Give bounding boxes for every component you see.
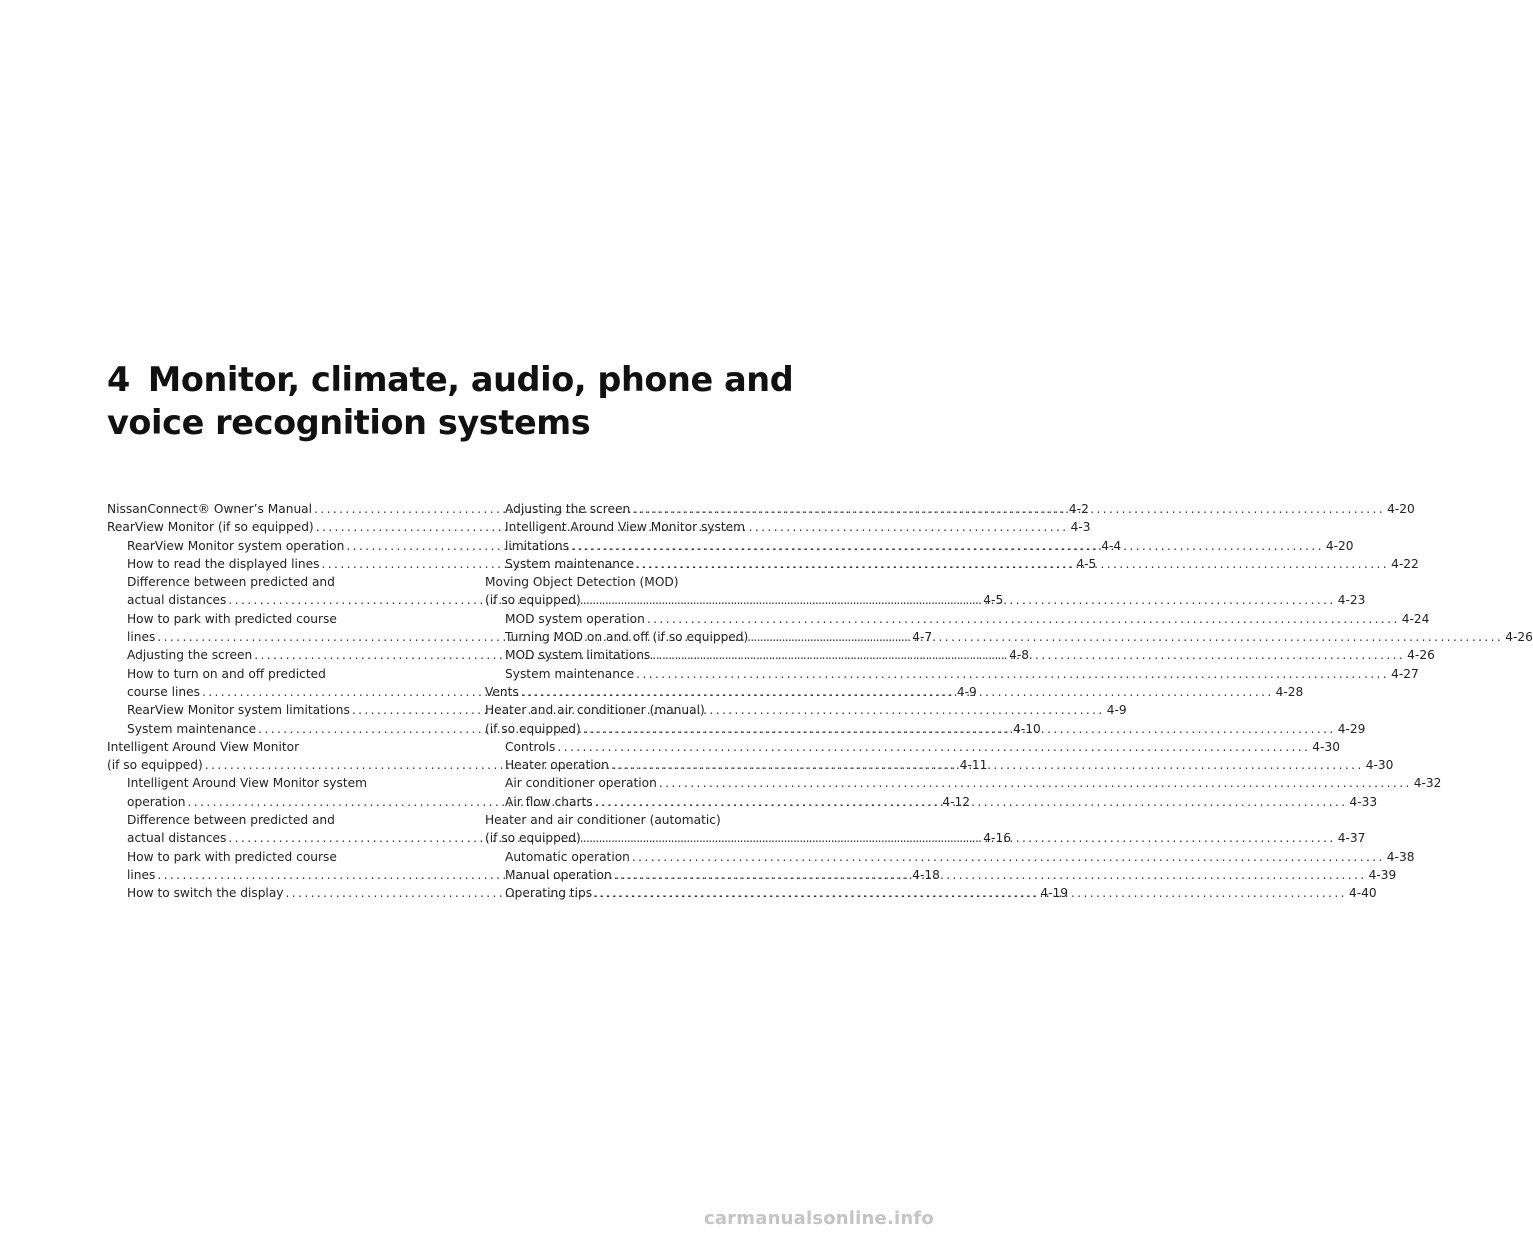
toc-page-number: 4-9: [1106, 703, 1127, 718]
toc-entry-title: Air conditioner operation: [505, 776, 657, 791]
toc-entry-title: RearView Monitor system operation: [127, 538, 345, 553]
toc-entry-line: [127, 774, 437, 792]
toc-page-number: 4-2: [1068, 502, 1089, 516]
toc-page-number: 4-23: [1337, 593, 1366, 608]
toc-page-number: 4-5: [983, 593, 1004, 608]
toc-entry-line: [505, 500, 1415, 518]
watermark: carmanualsonline.info: [703, 1208, 934, 1229]
toc-dot-leader: [583, 829, 1336, 847]
toc-entry-title: Difference between predicted and: [127, 575, 335, 590]
toc-page-number: 4-40: [1348, 886, 1377, 901]
toc-dot-leader: [594, 884, 1347, 902]
toc-dot-leader: [647, 610, 1400, 628]
toc-dot-leader: [583, 591, 1336, 609]
toc-entry-title: Heater and air conditioner (automatic): [485, 813, 721, 828]
toc-entry-title: actual distances: [127, 593, 227, 608]
toc-entry-title: Intelligent Around View Monitor system: [505, 520, 746, 535]
toc-entry-title: (if so equipped): [485, 721, 581, 736]
toc-entry-line: [107, 738, 437, 756]
toc-entry-title: Controls: [505, 739, 556, 754]
toc-entry-line: [127, 610, 437, 628]
toc-page-number: 4-12: [942, 794, 971, 809]
toc-entry-title: Manual operation: [505, 867, 612, 882]
toc-page-number: 4-16: [983, 831, 1011, 846]
toc-page-number: 4-27: [1391, 666, 1419, 681]
toc-entry-title: NissanConnect® Owner’s Manual: [107, 502, 313, 516]
toc-entry-title: How to park with predicted course: [127, 849, 337, 864]
toc-entry-line: [505, 518, 818, 536]
toc-entry-title: Difference between predicted and: [127, 813, 335, 828]
toc-dot-leader: [595, 793, 1348, 811]
toc-entry-title: operation: [127, 794, 186, 809]
toc-page-number: 4-5: [1076, 556, 1097, 571]
toc-entry-line: [485, 683, 1303, 701]
chapter-title-text-1: Monitor, climate, audio, phone and: [147, 360, 794, 399]
toc-dot-leader: [652, 646, 1405, 664]
toc-entry-line: [505, 793, 1377, 811]
toc-entry-line: [505, 774, 1441, 792]
toc-page-number: 4-33: [1349, 794, 1378, 809]
toc-entry-line: [505, 738, 1340, 756]
toc-page-number: 4-39: [1368, 867, 1397, 882]
toc-entry-title: Adjusting the screen: [127, 648, 253, 663]
toc-page-number: 4-30: [1312, 739, 1340, 754]
toc-page-number: 4-3: [1070, 520, 1091, 535]
chapter-title-line-1: [107, 358, 867, 401]
toc-page-number: 4-20: [1387, 502, 1415, 516]
toc-page-number: 4-18: [912, 867, 940, 882]
toc-entry-title: How to read the displayed lines: [127, 556, 320, 571]
toc-page-number: 4-24: [1401, 611, 1430, 626]
toc-entry[interactable]: [485, 610, 1430, 628]
toc-entry-line: [127, 665, 437, 683]
toc-entry-title: Air flow charts: [505, 794, 593, 809]
toc-entry-title: System maintenance: [505, 666, 635, 681]
toc-page-number: 4-4: [1101, 538, 1122, 553]
toc-page-number: 4-19: [1040, 886, 1069, 901]
toc-page-number: 4-38: [1386, 849, 1415, 864]
toc-entry[interactable]: [485, 774, 1442, 792]
toc-page-number: 4-7: [912, 630, 933, 645]
toc-dot-leader: [750, 628, 1503, 646]
toc-entry-title: How to turn on and off predicted: [127, 666, 326, 681]
toc-entry-title: Intelligent Around View Monitor: [107, 739, 300, 754]
toc-entry-title: RearView Monitor system limitations: [127, 703, 350, 718]
toc-entry-line: [505, 866, 1396, 884]
toc-dot-leader: [632, 500, 1385, 518]
chapter-number: 4: [107, 360, 130, 399]
toc-entry-title: How to switch the display: [127, 886, 284, 901]
toc-page-number: 4-29: [1337, 721, 1366, 736]
toc-page-number: 4-30: [1365, 758, 1394, 773]
toc-entry-title: RearView Monitor (if so equipped): [107, 520, 314, 535]
toc-page-number: 4-28: [1275, 684, 1304, 699]
toc-entry-title: Heater and air conditioner (manual): [485, 703, 705, 718]
toc-entry-line: [505, 555, 1419, 573]
toc-entry-title: Vents: [485, 684, 519, 699]
toc-page-number: 4-11: [959, 758, 988, 773]
toc-entry-line: [505, 665, 1419, 683]
toc-entry-title: MOD system operation: [505, 611, 645, 626]
toc-dot-leader: [636, 555, 1389, 573]
toc-dot-leader: [583, 720, 1336, 738]
toc-entry-title: Turning MOD on and off (if so equipped): [505, 630, 749, 645]
toc-entry-title: System maintenance: [505, 556, 635, 571]
toc-dot-leader: [636, 665, 1389, 683]
toc-entry-line: [505, 756, 1393, 774]
chapter-title-line-2: voice recognition systems: [107, 403, 591, 442]
toc-page-number: 4-8: [1009, 648, 1030, 663]
toc-page-number: 4-9: [956, 684, 977, 699]
toc-entry-line: [127, 811, 437, 829]
toc-entry-title: course lines: [127, 684, 200, 699]
toc-dot-leader: [611, 756, 1364, 774]
toc-entry-line: [485, 573, 818, 591]
toc-page-number: 4-26: [1505, 630, 1533, 645]
toc-dot-leader: [571, 537, 1324, 555]
toc-page-number: 4-22: [1391, 556, 1419, 571]
toc-page-number: 4-32: [1413, 776, 1442, 791]
toc-entry-title: (if so equipped): [107, 758, 203, 773]
toc-entry-line: [505, 646, 1435, 664]
toc-entry-title: How to park with predicted course: [127, 611, 337, 626]
toc-entry-line: [127, 848, 437, 866]
chapter-title: [107, 358, 867, 444]
toc-entry-title: Moving Object Detection (MOD): [485, 575, 679, 590]
toc-entry-title: Intelligent Around View Monitor system: [127, 776, 368, 791]
toc-entry-title: lines: [127, 630, 156, 645]
toc-entry-line: [485, 701, 818, 719]
toc-dot-leader: [557, 738, 1310, 756]
toc-entry-title: limitations: [505, 538, 569, 553]
toc-page-number: 4-37: [1337, 831, 1366, 846]
toc-entry-title: Heater operation: [505, 758, 609, 773]
toc-entry-title: actual distances: [127, 831, 227, 846]
toc-dot-leader: [659, 774, 1412, 792]
toc-page-number: 4-20: [1325, 538, 1354, 553]
toc-entry-line: [127, 573, 437, 591]
toc-entry[interactable]: [485, 848, 1415, 866]
toc-entry-title: System maintenance: [127, 721, 257, 736]
toc-entry-title: MOD system limitations: [505, 648, 651, 663]
toc-entry[interactable]: [485, 738, 1340, 756]
toc-entry-title: lines: [127, 867, 156, 882]
toc-entry[interactable]: [485, 665, 1419, 683]
toc-entry-title: (if so equipped): [485, 593, 581, 608]
toc-entry-line: [505, 848, 1414, 866]
toc-entry-line: [505, 610, 1429, 628]
toc-dot-leader: [632, 848, 1385, 866]
toc-entry-title: Operating tips: [505, 886, 593, 901]
toc-entry-title: Automatic operation: [505, 849, 630, 864]
toc-page-number: 4-26: [1407, 648, 1435, 663]
toc-entry-line: [505, 628, 1533, 646]
toc-entry-line: [505, 884, 1377, 902]
toc-entry-title: Adjusting the screen: [505, 502, 631, 516]
toc-entry-line: [485, 811, 818, 829]
toc-entry-title: (if so equipped): [485, 831, 581, 846]
toc-entry[interactable]: [485, 500, 1415, 518]
toc-dot-leader: [521, 683, 1274, 701]
toc-dot-leader: [614, 866, 1367, 884]
toc-page-number: 4-10: [1013, 721, 1041, 736]
